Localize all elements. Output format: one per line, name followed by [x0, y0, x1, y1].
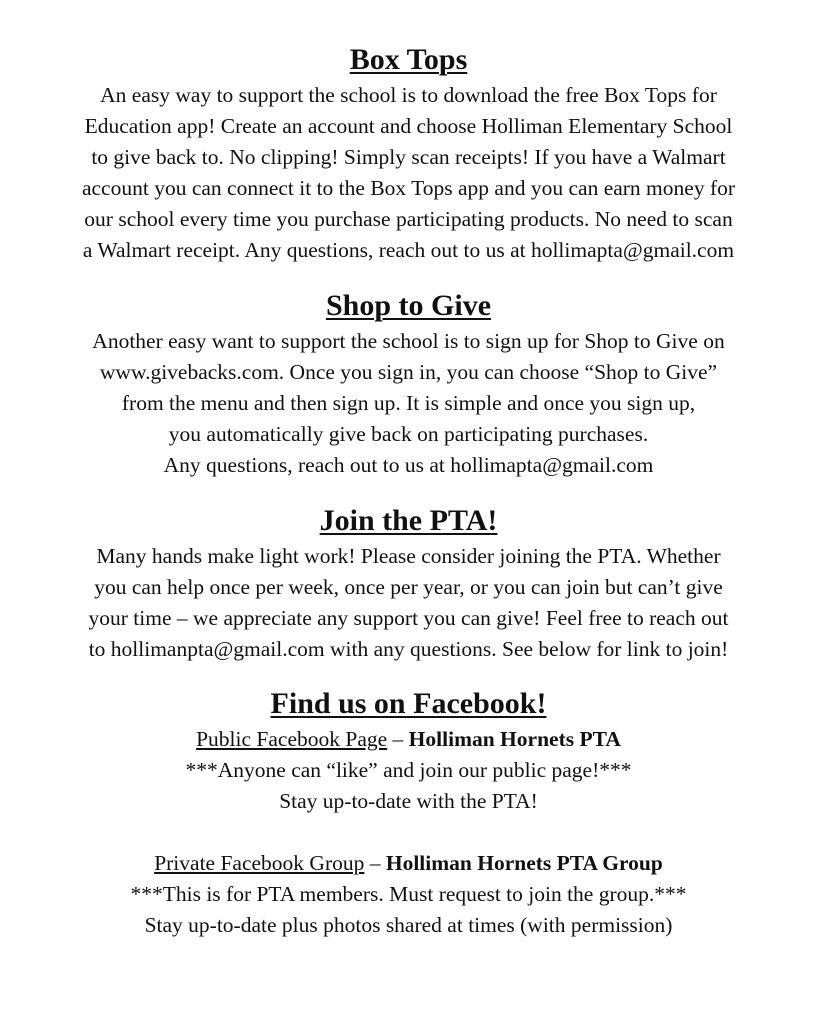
box-tops-line: account you can connect it to the Box Tops app and you can earn money for: [81, 176, 736, 200]
join-pta-section: [0, 501, 817, 665]
box-tops-section: [0, 40, 817, 266]
shop-to-give-line: Any questions, reach out to us at hollimapta@gmail.com: [163, 453, 654, 477]
private-group-separator: –: [364, 851, 386, 875]
public-page-note: ***Anyone can “like” and join our public page!***: [185, 758, 632, 782]
join-pta-line: to hollimanpta@gmail.com with any questions. See below for link to join!: [88, 637, 729, 661]
join-pta-line: you can help once per week, once per year, or you can join but can’t give: [94, 575, 723, 599]
join-pta-heading: Join the PTA!: [319, 504, 498, 537]
facebook-spacer: [0, 817, 817, 848]
private-group-name: Holliman Hornets PTA Group: [385, 851, 663, 875]
public-page-tagline: Stay up-to-date with the PTA!: [279, 789, 538, 813]
public-page-separator: –: [387, 727, 409, 751]
private-group-note: ***This is for PTA members. Must request to join the group.***: [130, 882, 687, 906]
public-page-link[interactable]: Public Facebook Page: [196, 727, 388, 751]
box-tops-line: Education app! Create an account and choose Holliman Elementary School: [84, 114, 733, 138]
private-group-tagline: Stay up-to-date plus photos shared at times (with permission): [144, 913, 673, 937]
box-tops-heading: Box Tops: [349, 43, 468, 76]
section-spacer: [0, 665, 817, 684]
public-page-line: [0, 724, 817, 755]
join-pta-line: your time – we appreciate any support you can give! Feel free to reach out: [88, 606, 729, 630]
private-group-link[interactable]: Private Facebook Group: [154, 851, 365, 875]
shop-to-give-heading: Shop to Give: [325, 289, 492, 322]
facebook-heading: Find us on Facebook!: [270, 687, 547, 720]
shop-to-give-line: from the menu and then sign up. It is simple and once you sign up,: [121, 391, 696, 415]
shop-to-give-line: you automatically give back on participating purchases.: [168, 422, 649, 446]
shop-to-give-section: [0, 286, 817, 481]
box-tops-line: to give back to. No clipping! Simply scan receipts! If you have a Walmart: [91, 145, 726, 169]
box-tops-line: our school every time you purchase participating products. No need to scan: [84, 207, 733, 231]
private-group-line: [0, 848, 817, 879]
box-tops-line: a Walmart receipt. Any questions, reach out to us at hollimapta@gmail.com: [82, 238, 735, 262]
public-page-name: Holliman Hornets PTA: [408, 727, 621, 751]
section-spacer: [0, 266, 817, 286]
shop-to-give-line: www.givebacks.com. Once you sign in, you can choose “Shop to Give”: [99, 360, 718, 384]
join-pta-line: Many hands make light work! Please consider joining the PTA. Whether: [96, 544, 721, 568]
facebook-section: [0, 684, 817, 941]
section-spacer: [0, 481, 817, 501]
shop-to-give-line: Another easy want to support the school is to sign up for Shop to Give on: [92, 329, 725, 353]
box-tops-line: An easy way to support the school is to download the free Box Tops for: [100, 83, 717, 107]
